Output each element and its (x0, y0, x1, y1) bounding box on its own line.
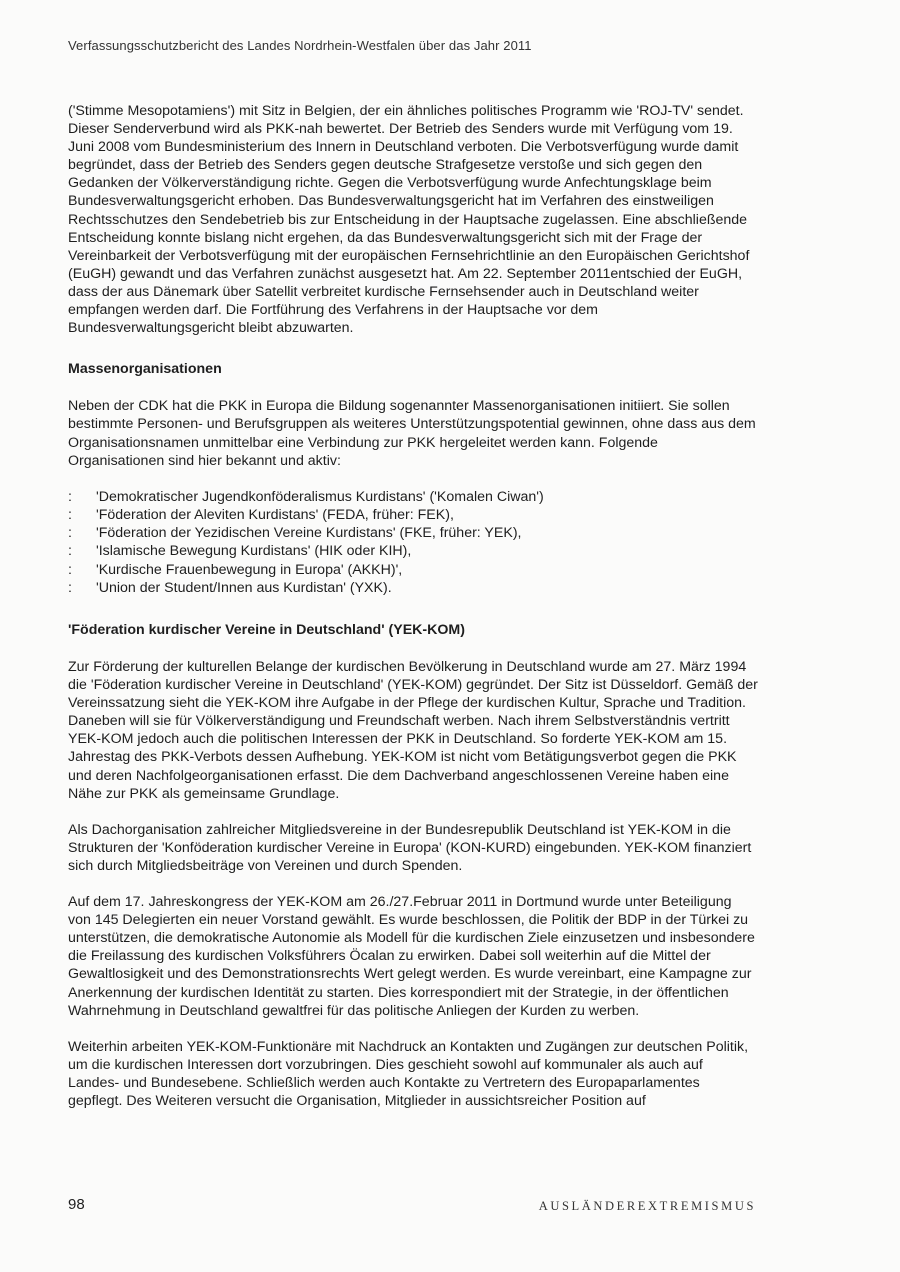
list-item-text: 'Kurdische Frauenbewegung in Europa' (AKKH)', (96, 561, 403, 578)
page-body (68, 102, 758, 1128)
page-number: 98 (68, 1196, 85, 1213)
list-item-text: 'Demokratischer Jugendkonföderalismus Kurdistans' ('Komalen Ciwan') (96, 488, 544, 505)
intro-paragraph: ('Stimme Mesopotamiens') mit Sitz in Belgien, der ein ähnliches politisches Programm wie 'ROJ-TV' sendet. Dieser Senderverbund wird als PKK-nah bewertet. Der Betrieb des Senders wurde mit Verfügung vom 19. Juni 2008 vom Bundesministerium des Innern in Deutschland verboten. Die Verbotsverfügung wurde damit begründet, dass der Betrieb des Senders gegen deutsche Strafgesetze verstoße und sich gegen den Gedanken der Völkerverständigung richte. Gegen die Verbotsverfügung wurde Anfechtungsklage beim Bundesverwaltungsgericht erhoben. Das Bundesverwaltungsgericht hat im Verfahren des einstweiligen Rechtsschutzes den Sendebetrieb bis zur Entscheidung in der Hauptsache zugelassen. Eine abschließende Entscheidung konnte bislang nicht ergehen, da das Bundesverwaltungsgericht sich mit der Frage der Vereinbarkeit der Verbotsverfügung mit der europäischen Fernsehrichtlinie an den Europäischen Gerichtshof (EuGH) gewandt und das Verfahren zunächst ausgesetzt hat. Am 22. September 2011entschied der EuGH, dass der aus Dänemark über Satellit verbreitet kurdische Fernsehsender auch in Deutschland weiter empfangen werden darf. Die Fortführung des Verfahrens in der Hauptsache vor dem Bundesverwaltungsgericht bleibt abzuwarten. (68, 103, 750, 337)
list-item-text: 'Islamische Bewegung Kurdistans' (HIK oder KIH), (96, 543, 412, 560)
list-item (68, 488, 758, 506)
section-heading-massenorganisationen: Massenorganisationen (68, 361, 222, 378)
list-bullet: : (68, 561, 72, 578)
yek-kom-paragraph: Auf dem 17. Jahreskongress der YEK-KOM am 26./27.Februar 2011 in Dortmund wurde unter Beteiligung von 145 Delegierten ein neuer Vorstand gewählt. Es wurde beschlossen, die Politik der BDP in der Türkei zu unterstützen, die demokratische Autonomie als Modell für die kurdischen Ziele einzusetzen und insbesondere die Freilassung des kurdischen Volksführers Öcalan zu erwirken. Dabei soll weiterhin auf die Mittel der Gewaltlosigkeit und des Demonstrationsrechts Wert gelegt werden. Es wurde vereinbart, eine Kampagne zur Anerkennung der kurdischen Identität zu starten. Dies korrespondiert mit der Strategie, in der öffentlichen Wahrnehmung in Deutschland gewaltfrei für das politische Anliegen der Kurden zu werben. (68, 894, 755, 1019)
list-bullet: : (68, 579, 72, 596)
organization-list (68, 488, 758, 597)
list-item-text: 'Föderation der Aleviten Kurdistans' (FEDA, früher: FEK), (96, 506, 454, 523)
yek-kom-paragraph: Als Dachorganisation zahlreicher Mitgliedsvereine in der Bundesrepublik Deutschland ist YEK-KOM in die Strukturen der 'Konföderation kurdischer Vereine in Europa' (KON-KURD) eingebunden. YEK-KOM finanziert sich durch Mitgliedsbeiträge von Vereinen und durch Spenden. (68, 821, 752, 874)
list-item (68, 524, 758, 542)
list-item-text: 'Union der Student/Innen aus Kurdistan' (YXK). (96, 579, 392, 596)
running-header: Verfassungsschutzbericht des Landes Nordrhein-Westfalen über das Jahr 2011 (68, 38, 532, 53)
list-item-text: 'Föderation der Yezidischen Vereine Kurdistans' (FKE, früher: YEK), (96, 525, 522, 542)
list-item (68, 561, 758, 579)
list-bullet: : (68, 525, 72, 542)
list-item (68, 579, 758, 597)
section-footer-label: AUSLÄNDEREXTREMISMUS (538, 1199, 756, 1213)
list-bullet: : (68, 488, 72, 505)
yek-kom-paragraph: Zur Förderung der kulturellen Belange der kurdischen Bevölkerung in Deutschland wurde am 27. März 1994 die 'Föderation kurdischer Vereine in Deutschland' (YEK-KOM) gegründet. Der Sitz ist Düsseldorf. Gemäß der Vereinssatzung sieht die YEK-KOM ihre Aufgabe in der Pflege der kurdischen Kultur, Sprache und Tradition. Daneben will sie für Völkerverständigung und Freundschaft werben. Nach ihrem Selbstverständnis vertritt YEK-KOM jedoch auch die politischen Interessen der PKK in Deutschland. So forderte YEK-KOM am 15. Jahrestag des PKK-Verbots dessen Aufhebung. YEK-KOM ist nicht vom Betätigungsverbot gegen die PKK und deren Nachfolgeorganisationen erfasst. Die dem Dachverband angeschlossenen Vereine haben eine Nähe zur PKK als gemeinsame Grundlage. (68, 659, 758, 802)
list-item (68, 506, 758, 524)
list-bullet: : (68, 543, 72, 560)
section-heading-yek-kom: 'Föderation kurdischer Vereine in Deutschland' (YEK-KOM) (68, 621, 465, 638)
list-bullet: : (68, 506, 72, 523)
list-item (68, 542, 758, 560)
yek-kom-paragraph: Weiterhin arbeiten YEK-KOM-Funktionäre mit Nachdruck an Kontakten und Zugängen zur deutschen Politik, um die kurdischen Interessen dort vorzubringen. Dies geschieht sowohl auf kommunaler als auch auf Landes- und Bundesebene. Schließlich werden auch Kontakte zu Vertretern des Europaparlamentes gepflegt. Des Weiteren versucht die Organisation, Mitglieder in aussichtsreicher Position auf (68, 1038, 749, 1109)
massenorganisationen-paragraph: Neben der CDK hat die PKK in Europa die Bildung sogenannter Massenorganisationen initiiert. Sie sollen bestimmte Personen- und Berufsgruppen als weiteres Unterstützungspotential gewinnen, ohne dass aus dem Organisationsnamen unmittelbar eine Verbindung zur PKK hergeleitet werden kann. Folgende Organisationen sind hier bekannt und aktiv: (68, 398, 756, 469)
